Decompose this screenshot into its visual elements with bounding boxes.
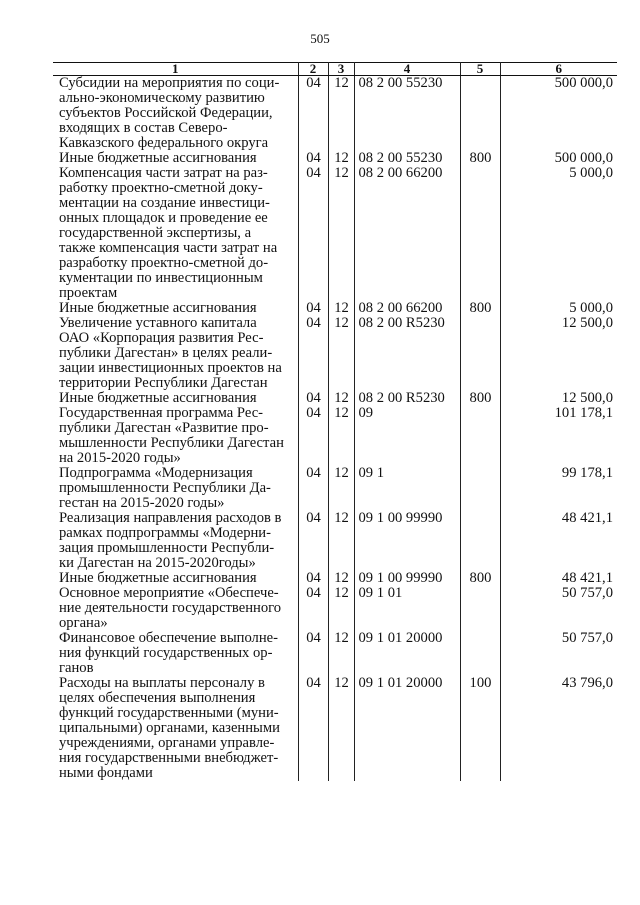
table-row	[53, 631, 617, 676]
table-row	[53, 391, 617, 406]
row-section: 04	[298, 76, 328, 152]
table-row	[53, 301, 617, 316]
row-expense-category	[460, 316, 500, 391]
table-row	[53, 76, 617, 152]
header-col-section: 2	[298, 63, 328, 76]
row-expense-category	[460, 511, 500, 571]
row-subsection: 12	[328, 676, 354, 781]
row-amount: 99 178,1	[500, 466, 617, 511]
row-amount: 5 000,0	[500, 301, 617, 316]
header-col-code: 4	[354, 63, 460, 76]
row-target-code: 09	[354, 406, 460, 466]
row-amount: 50 757,0	[500, 586, 617, 631]
header-col-name: 1	[53, 63, 298, 76]
row-subsection: 12	[328, 511, 354, 571]
row-subsection: 12	[328, 586, 354, 631]
row-name: Подпрограмма «Модернизация промышленности Республики Да- гестан на 2015-2020 годы»	[53, 466, 298, 511]
row-amount: 101 178,1	[500, 406, 617, 466]
row-name: Иные бюджетные ассигнования	[53, 391, 298, 406]
row-amount: 43 796,0	[500, 676, 617, 781]
row-target-code: 08 2 00 55230	[354, 151, 460, 166]
row-section: 04	[298, 466, 328, 511]
row-name: Основное мероприятие «Обеспече- ние деятельности государственного органа»	[53, 586, 298, 631]
row-target-code: 09 1 01 20000	[354, 631, 460, 676]
row-name: Иные бюджетные ассигнования	[53, 571, 298, 586]
row-section: 04	[298, 631, 328, 676]
row-expense-category: 800	[460, 391, 500, 406]
budget-table-container	[53, 62, 617, 905]
row-amount: 48 421,1	[500, 511, 617, 571]
row-target-code: 09 1 00 99990	[354, 511, 460, 571]
header-col-amount: 6	[500, 63, 617, 76]
row-name: Реализация направления расходов в рамках подпрограммы «Модерни- зация промышленности Республи- ки Дагестан на 2015-2020годы»	[53, 511, 298, 571]
table-row	[53, 466, 617, 511]
row-section: 04	[298, 586, 328, 631]
row-amount: 12 500,0	[500, 316, 617, 391]
row-name: Увеличение уставного капитала ОАО «Корпорация развития Рес- публики Дагестан» в целях реали- зации инвестиционных проектов на территории Республики Дагестан	[53, 316, 298, 391]
page-number: 505	[310, 31, 330, 46]
row-section: 04	[298, 166, 328, 301]
row-target-code: 08 2 00 66200	[354, 301, 460, 316]
row-subsection: 12	[328, 151, 354, 166]
row-amount: 48 421,1	[500, 571, 617, 586]
row-subsection: 12	[328, 391, 354, 406]
row-section: 04	[298, 571, 328, 586]
row-expense-category	[460, 586, 500, 631]
table-row	[53, 571, 617, 586]
row-expense-category	[460, 466, 500, 511]
budget-table	[53, 62, 617, 781]
row-expense-category: 100	[460, 676, 500, 781]
row-amount: 500 000,0	[500, 151, 617, 166]
row-subsection: 12	[328, 316, 354, 391]
row-target-code: 08 2 00 66200	[354, 166, 460, 301]
table-row	[53, 511, 617, 571]
row-target-code: 08 2 00 R5230	[354, 391, 460, 406]
table-header-row	[53, 63, 617, 76]
table-row	[53, 316, 617, 391]
row-section: 04	[298, 316, 328, 391]
row-expense-category: 800	[460, 301, 500, 316]
row-name: Субсидии на мероприятия по соци- ально-экономическому развитию субъектов Российской Федерации, входящих в состав Северо- Кавказского федерального округа	[53, 76, 298, 152]
row-target-code: 08 2 00 55230	[354, 76, 460, 152]
row-target-code: 09 1 01	[354, 586, 460, 631]
row-expense-category: 800	[460, 571, 500, 586]
row-target-code: 08 2 00 R5230	[354, 316, 460, 391]
row-section: 04	[298, 676, 328, 781]
row-section: 04	[298, 301, 328, 316]
row-subsection: 12	[328, 406, 354, 466]
row-target-code: 09 1	[354, 466, 460, 511]
row-name: Иные бюджетные ассигнования	[53, 151, 298, 166]
row-amount: 50 757,0	[500, 631, 617, 676]
row-target-code: 09 1 01 20000	[354, 676, 460, 781]
row-name: Государственная программа Рес- публики Дагестан «Развитие про- мышленности Республики Дагестан на 2015-2020 годы»	[53, 406, 298, 466]
table-row	[53, 166, 617, 301]
row-amount: 12 500,0	[500, 391, 617, 406]
table-row	[53, 406, 617, 466]
row-subsection: 12	[328, 631, 354, 676]
row-name: Компенсация части затрат на раз- работку проектно-сметной доку- ментации на создание инвестици- онных площадок и проведение ее государственной экспертизы, а также компенсация части затрат на разработку проектно-сметной до- кументации по инвестиционным проектам	[53, 166, 298, 301]
row-subsection: 12	[328, 466, 354, 511]
row-section: 04	[298, 391, 328, 406]
row-section: 04	[298, 511, 328, 571]
header-col-subsection: 3	[328, 63, 354, 76]
table-row	[53, 676, 617, 781]
table-row	[53, 151, 617, 166]
row-subsection: 12	[328, 166, 354, 301]
row-section: 04	[298, 406, 328, 466]
row-expense-category	[460, 166, 500, 301]
row-expense-category	[460, 631, 500, 676]
row-expense-category	[460, 76, 500, 152]
row-subsection: 12	[328, 301, 354, 316]
row-expense-category: 800	[460, 151, 500, 166]
row-subsection: 12	[328, 571, 354, 586]
row-name: Финансовое обеспечение выполне- ния функций государственных ор- ганов	[53, 631, 298, 676]
row-subsection: 12	[328, 76, 354, 152]
table-row	[53, 586, 617, 631]
row-name: Иные бюджетные ассигнования	[53, 301, 298, 316]
row-name: Расходы на выплаты персоналу в целях обеспечения выполнения функций государственными (муни- ципальными) органами, казенными учреждениями, органами управле- ния государственными внебюджет- ными фондами	[53, 676, 298, 781]
header-col-category: 5	[460, 63, 500, 76]
row-amount: 500 000,0	[500, 76, 617, 152]
row-section: 04	[298, 151, 328, 166]
row-amount: 5 000,0	[500, 166, 617, 301]
row-expense-category	[460, 406, 500, 466]
row-target-code: 09 1 00 99990	[354, 571, 460, 586]
table-body	[53, 76, 617, 782]
